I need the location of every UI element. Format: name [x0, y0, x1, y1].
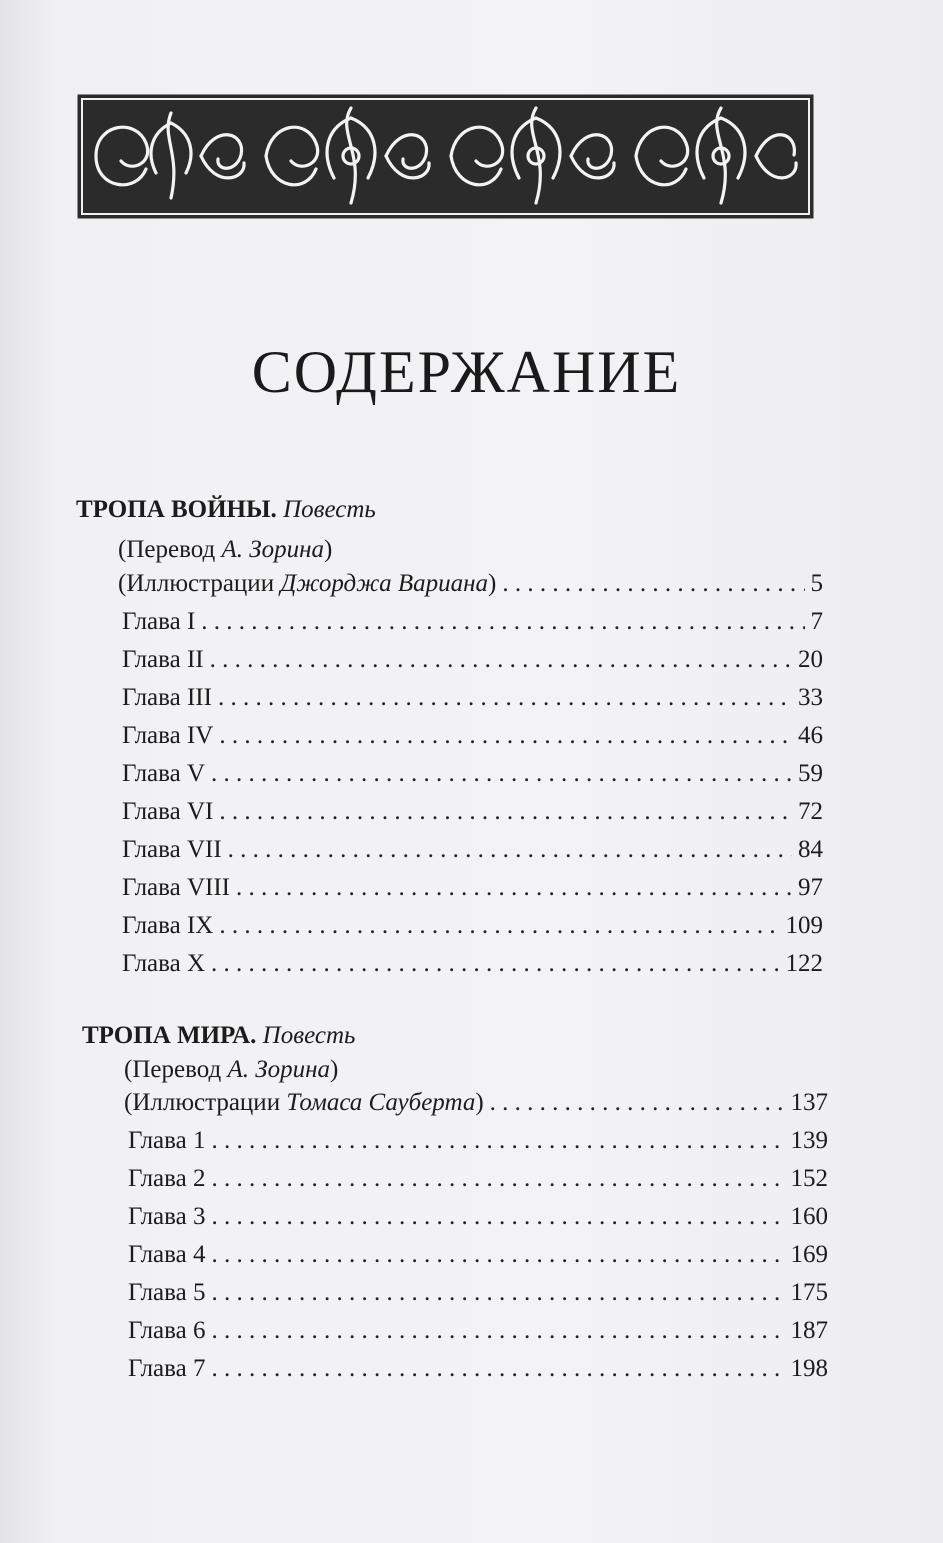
page-number: 169 [790, 1241, 828, 1268]
illustrator-name: Томаса Сауберта [286, 1089, 476, 1116]
page-number: 97 [798, 874, 823, 901]
chapter-label: Глава 2 [128, 1165, 206, 1192]
chapter-label: Глава II [122, 646, 204, 673]
chapter-label: Глава IV [122, 722, 214, 749]
chapter-entry[interactable] [122, 760, 823, 788]
illustrator-name: Джорджа Вариана [280, 570, 489, 597]
leader-dots [502, 570, 804, 598]
chapter-entry[interactable] [122, 684, 823, 712]
leader-dots [219, 912, 779, 940]
leader-dots [211, 1203, 784, 1231]
chapter-label: Глава V [122, 760, 206, 787]
chapter-label: Глава 1 [128, 1127, 206, 1154]
leader-dots [211, 1317, 784, 1345]
chapter-entry[interactable] [122, 836, 823, 864]
page-number: 20 [798, 646, 823, 673]
chapter-entry[interactable] [128, 1203, 828, 1231]
page-number: 46 [798, 722, 823, 749]
page-number: 59 [798, 760, 823, 787]
translation-credit: (Перевод А. Зорина) [124, 1056, 339, 1083]
page-number: 139 [790, 1127, 828, 1154]
leader-dots [211, 1355, 784, 1383]
page-number: 198 [790, 1355, 828, 1382]
section-title: ТРОПА ВОЙНЫ. [76, 496, 277, 523]
leader-dots [219, 722, 792, 750]
chapter-entry[interactable] [128, 1127, 828, 1155]
page-number: 33 [798, 684, 823, 711]
leader-dots [211, 760, 792, 788]
leader-dots [490, 1089, 785, 1117]
page-number: 160 [790, 1203, 828, 1230]
chapter-entry[interactable] [122, 874, 823, 902]
section-genre: Повесть [283, 496, 376, 523]
chapter-label: Глава IX [122, 912, 214, 939]
page-number: 7 [810, 608, 823, 635]
leader-dots [211, 950, 779, 978]
page-number: 137 [790, 1089, 828, 1116]
chapter-label: Глава 5 [128, 1279, 206, 1306]
chapter-label: Глава VIII [122, 874, 230, 901]
chapter-entry[interactable] [122, 722, 823, 750]
translator-name: А. Зорина [227, 1056, 331, 1083]
chapter-entry[interactable] [128, 1165, 828, 1193]
chapter-label: Глава 4 [128, 1241, 206, 1268]
leader-dots [236, 874, 792, 902]
leader-dots [211, 1165, 784, 1193]
leader-dots [211, 1241, 784, 1269]
leader-dots [218, 684, 792, 712]
chapter-entry[interactable] [122, 950, 823, 978]
chapter-label: Глава VI [122, 798, 214, 825]
chapter-entry[interactable] [122, 608, 823, 636]
page-number: 187 [790, 1317, 828, 1344]
page-number: 109 [785, 912, 823, 939]
chapter-label: Глава I [122, 608, 196, 635]
leader-dots [210, 646, 792, 674]
illustrations-entry: (Иллюстрации Джорджа Вариана) . . . 5 [118, 570, 823, 598]
chapter-entry[interactable] [128, 1355, 828, 1383]
chapter-label: Глава III [122, 684, 212, 711]
page-number: 84 [798, 836, 823, 863]
translation-credit: (Перевод А. Зорина) [118, 536, 333, 563]
chapter-label: Глава 6 [128, 1317, 206, 1344]
page-number: 72 [798, 798, 823, 825]
leader-dots [219, 798, 792, 826]
chapter-label: Глава 7 [128, 1355, 206, 1382]
section-heading [76, 496, 376, 524]
page-number: 122 [785, 950, 823, 977]
chapter-entry[interactable] [128, 1241, 828, 1269]
leader-dots [201, 608, 804, 636]
chapter-label: Глава 3 [128, 1203, 206, 1230]
chapter-label: Глава VII [122, 836, 222, 863]
chapter-entry[interactable] [122, 646, 823, 674]
translator-name: А. Зорина [221, 536, 325, 563]
chapter-entry[interactable] [122, 912, 823, 940]
page-number: 152 [790, 1165, 828, 1192]
page-title: СОДЕРЖАНИЕ [251, 339, 682, 405]
chapter-entry[interactable] [122, 798, 823, 826]
page-number: 5 [810, 570, 823, 597]
leader-dots [211, 1279, 784, 1307]
illustrations-entry: (Иллюстрации Томаса Сауберта) . . . 137 [124, 1089, 828, 1117]
section-genre: Повесть [262, 1022, 356, 1049]
chapter-entry[interactable] [128, 1317, 828, 1345]
leader-dots [211, 1127, 784, 1155]
section-heading [82, 1022, 355, 1050]
chapter-entry[interactable] [128, 1279, 828, 1307]
section-title: ТРОПА МИРА. [82, 1022, 257, 1049]
page-number: 175 [790, 1279, 828, 1306]
leader-dots [228, 836, 792, 864]
chapter-label: Глава X [122, 950, 206, 977]
